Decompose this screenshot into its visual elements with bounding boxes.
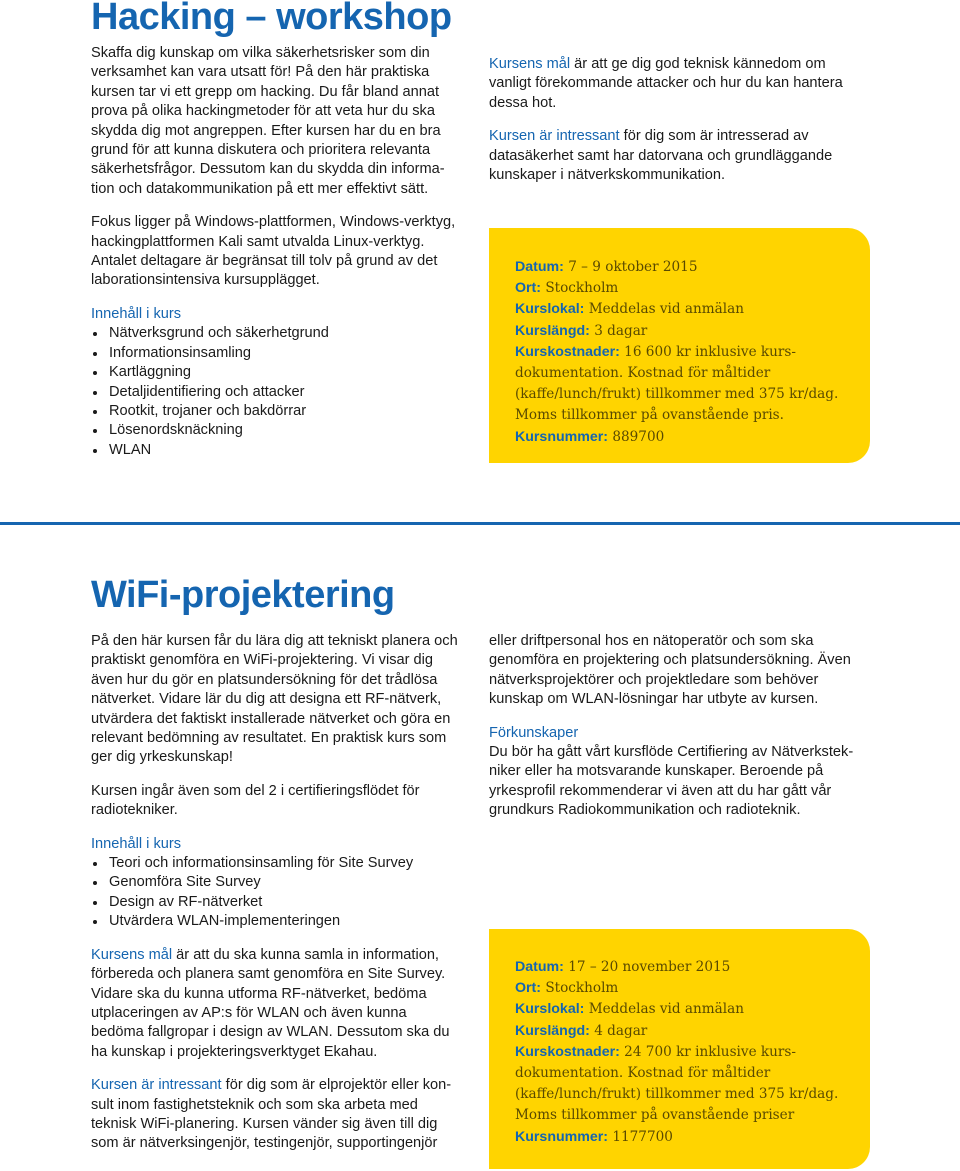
info-room: Kurslokal: Meddelas vid anmälan bbox=[515, 1001, 744, 1018]
section1-info-box bbox=[489, 228, 870, 463]
section2-right-column bbox=[489, 632, 869, 835]
section2-info-box bbox=[489, 929, 870, 1169]
list-item: Utvärdera WLAN-implementeringen bbox=[91, 912, 461, 931]
list-item: Detaljidentifiering och attacker bbox=[91, 383, 461, 402]
section1-goal-text: är att ge dig god teknisk kännedom om vanligt förekommande attacker och hur du kan hantera dessa hot. bbox=[489, 56, 843, 111]
section1-left-column bbox=[91, 44, 461, 460]
section2-title: WiFi-projektering bbox=[91, 574, 395, 616]
section1-focus: Fokus ligger på Windows-plattformen, Windows-verktyg, hackingplattformen Kali samt utvalda Linux-verktyg. Antalet deltagare är begränsat till tolv på grund av det laborationsintensiva kursupplägget. bbox=[91, 214, 456, 289]
section1-goal-label: Kursens mål bbox=[489, 56, 571, 72]
info-room: Kurslokal: Meddelas vid anmälan bbox=[515, 301, 744, 318]
section1-contents-list bbox=[91, 324, 461, 460]
section2-goal-text: är att du ska kunna samla in information, förbereda och planera samt genomföra en Site Survey. Vidare ska du kunna utforma RF-nätverket, bedöma utplaceringen av AP:s för WLAN och även kunna bedöma fallgropar i design av WLAN. Dessutom ska du ha kunskap i projekteringsverktyget Ekahau. bbox=[91, 946, 450, 1060]
section2-goal-label: Kursens mål bbox=[91, 946, 173, 963]
info-number: Kursnummer: 889700 bbox=[515, 428, 665, 445]
list-item: Teori och informationsinsamling för Site Survey bbox=[91, 854, 461, 873]
section1-audience-text: för dig som är intresserad av datasäkerhet samt har datorvana och grundläggande kunskaper i nätverkskommunikation. bbox=[489, 128, 833, 184]
info-place: Ort: Stockholm bbox=[515, 280, 619, 297]
section2-contents-list bbox=[91, 854, 461, 932]
section1-right-column bbox=[489, 55, 869, 199]
list-item: Informationsinsamling bbox=[91, 344, 461, 363]
section2-left-column bbox=[91, 632, 461, 1168]
info-cost: Kurskostnader: 24 700 kr inklusive kurs-dokumentation. Kostnad för måltider (kaffe/lunch/frukt) tillkommer med 375 kr/dag. Moms tillkommer på ovanstående priser bbox=[515, 1043, 839, 1124]
list-item: WLAN bbox=[91, 441, 461, 460]
info-date: Datum: 7 – 9 oktober 2015 bbox=[515, 259, 698, 275]
info-number: Kursnummer: 1177700 bbox=[515, 1128, 673, 1145]
info-place: Ort: Stockholm bbox=[515, 980, 619, 997]
section2-part-of: Kursen ingår även som del 2 i certifieringsflödet för radiotekniker. bbox=[91, 782, 420, 819]
list-item: Lösenordsknäckning bbox=[91, 421, 461, 440]
section2-audience-label: Kursen är intressant bbox=[91, 1077, 222, 1094]
section2-prereq-text: Du bör ha gått vårt kursflöde Certifiering av Nätverkstek-niker eller ha motsvarande kunskaper. Beroende på yrkesprofil rekommenderar vi även att du har gått vår grundkurs Radiokommunikation och radioteknik. bbox=[489, 744, 854, 819]
section2-intro: På den här kursen får du lära dig att tekniskt planera och praktiskt genomföra en WiFi-projektering. Vi visar dig även hur du gör en platsundersökning för det trådlösa nätverket. Vidare lär du dig att designa ett RF-nätverk, utvärdera det faktiskt installerade nätverket och göra en relevant bedömning av resultatet. En praktisk kurs som ger dig yrkeskunskap! bbox=[91, 633, 458, 766]
list-item: Design av RF-nätverket bbox=[91, 893, 461, 912]
list-item: Kartläggning bbox=[91, 363, 461, 382]
info-date: Datum: 17 – 20 november 2015 bbox=[515, 959, 731, 975]
list-item: Rootkit, trojaner och bakdörrar bbox=[91, 402, 461, 421]
section1-title: Hacking – workshop bbox=[91, 0, 452, 38]
list-item: Genomföra Site Survey bbox=[91, 873, 461, 892]
info-cost: Kurskostnader: 16 600 kr inklusive kurs-dokumentation. Kostnad för måltider (kaffe/lunch/frukt) tillkommer med 375 kr/dag. Moms tillkommer på ovanstående pris. bbox=[515, 343, 839, 424]
section-divider bbox=[0, 522, 960, 525]
info-length: Kurslängd: 3 dagar bbox=[515, 322, 648, 339]
section2-prereq-heading: Förkunskaper bbox=[489, 724, 579, 741]
section2-audience-cont: eller driftpersonal hos en nätoperatör och som ska genomföra en projektering och platsundersökning. Även nätverksprojektörer och projektledare som behöver kunskap om WLAN-lösningar har utbyte av kursen. bbox=[489, 633, 851, 708]
section1-audience-label: Kursen är intressant bbox=[489, 128, 620, 145]
info-length: Kurslängd: 4 dagar bbox=[515, 1022, 648, 1039]
section2-contents-heading: Innehåll i kurs bbox=[91, 835, 182, 852]
section2-audience-text: för dig som är elprojektör eller kon-sult inom fastighetsteknik och som ska arbeta med teknisk WiFi-planering. Kursen vänder sig även till dig som är nätverksingenjör, testingenjör, supportingenjör bbox=[91, 1077, 452, 1152]
list-item: Nätverksgrund och säkerhetgrund bbox=[91, 324, 461, 343]
section1-contents-heading: Innehåll i kurs bbox=[91, 305, 182, 322]
section1-intro: Skaffa dig kunskap om vilka säkerhetsrisker som din verksamhet kan vara utsatt för! På den här praktiska kursen tar vi ett grepp om hacking. Du får bland annat prova på olika hackingmetoder för att veta hur du ska skydda dig mot angreppen. Efter kursen har du en bra grund för att kunna diskutera och prioritera relevanta säkerhetsfrågor. Dessutom kan du skydda din informa-tion och datakommunikation på ett mer effektivt sätt. bbox=[91, 45, 445, 197]
